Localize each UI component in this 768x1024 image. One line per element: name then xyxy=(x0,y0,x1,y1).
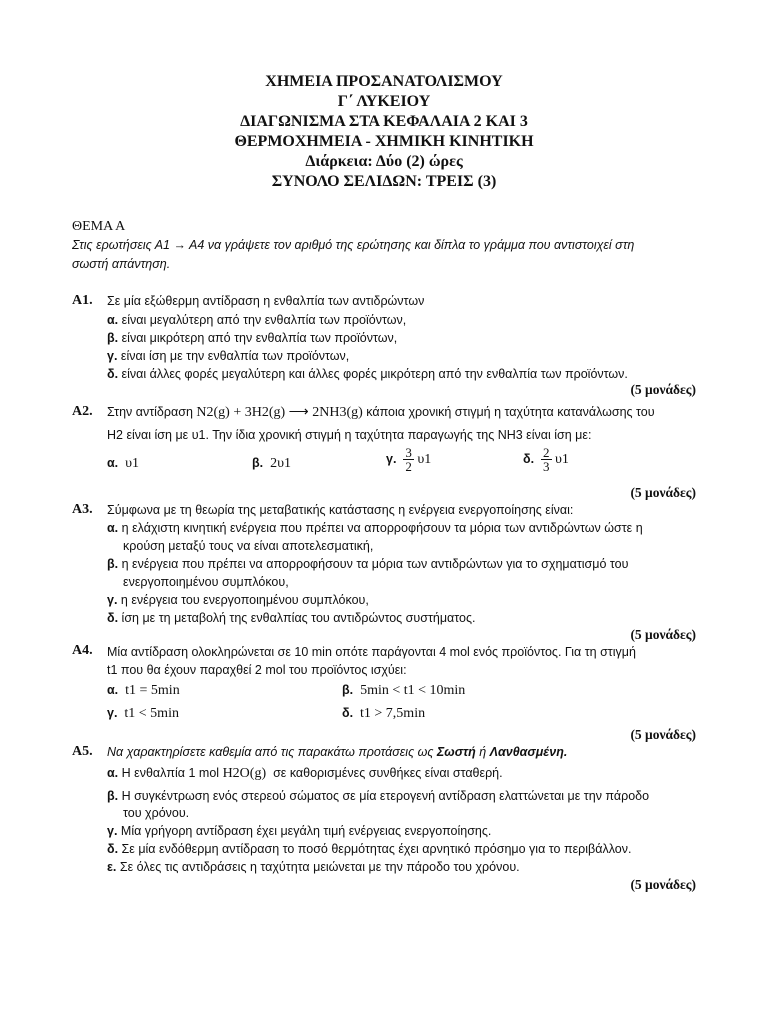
a2-marks: (5 μονάδες) xyxy=(630,485,696,500)
a1-option-d: δ. είναι άλλες φορές μεγαλύτερη και άλλες φορές μικρότερη από την ενθαλπία των προϊόντων. xyxy=(107,367,628,381)
a4-option-a: α. t1 = 5min xyxy=(107,683,180,698)
question-a3-stem: Σύμφωνα με τη θεωρία της μεταβατικής κατάστασης η ενέργεια ενεργοποίησης είναι: xyxy=(107,503,574,517)
a4-marks: (5 μονάδες) xyxy=(630,727,696,742)
header-topics: ΘΕΡΜΟΧΗΜΕΙΑ - ΧΗΜΙΚΗ ΚΙΝΗΤΙΚΗ xyxy=(234,133,534,150)
a3-marks: (5 μονάδες) xyxy=(630,627,696,642)
instructions-line-2: σωστή απάντηση. xyxy=(72,257,171,271)
a4-option-b: β. 5min < t1 < 10min xyxy=(342,683,466,698)
question-a2-number: Α2. xyxy=(72,404,93,419)
exam-header xyxy=(0,72,768,192)
section-title: ΘΕΜΑ Α xyxy=(72,219,126,234)
a5-statement-e: ε. Σε όλες τις αντιδράσεις η ταχύτητα μειώνεται με την πάροδο του χρόνου. xyxy=(107,860,520,874)
question-a5-stem: Να χαρακτηρίσετε καθεμία από τις παρακάτω προτάσεις ως Σωστή ή Λανθασμένη. xyxy=(107,745,568,759)
a2-equation: N2(g) + 3H2(g) ⟶ 2NH3(g) xyxy=(196,405,363,420)
a3-option-d: δ. ίση με τη μεταβολή της ενθαλπίας του αντιδρώντος συστήματος. xyxy=(107,611,476,625)
question-a3-number: Α3. xyxy=(72,502,93,517)
instructions-line-1: Στις ερωτήσεις Α1 → Α4 να γράψετε τον αριθμό της ερώτησης και δίπλα το γράμμα που αντιστοιχεί στη xyxy=(72,238,635,252)
question-a5-number: Α5. xyxy=(72,744,93,759)
question-a4-line-1: Μία αντίδραση ολοκληρώνεται σε 10 min οπότε παράγονται 4 mol ενός προϊόντος. Για τη στιγμή xyxy=(107,645,636,659)
header-grade: Γ΄ ΛΥΚΕΙΟΥ xyxy=(337,93,431,110)
a4-option-d: δ. t1 > 7,5min xyxy=(342,706,426,721)
header-duration: Διάρκεια: Δύο (2) ώρες xyxy=(305,153,463,170)
question-a1-stem: Σε μία εξώθερμη αντίδραση η ενθαλπία των αντιδρώντων xyxy=(107,294,425,308)
a2-option-b: β. 2υ1 xyxy=(252,456,291,471)
a5-statement-a: α. Η ενθαλπία 1 mol H2O(g) σε καθορισμένες συνθήκες είναι σταθερή. xyxy=(107,766,503,781)
question-a2-line-2: H2 είναι ίση με υ1. Την ίδια χρονική στιγμή η ταχύτητα παραγωγής της NH3 είναι ίση με: xyxy=(107,428,592,442)
a3-option-b: β. η ενέργεια που πρέπει να απορροφήσουν τα μόρια των αντιδρώντων για το σχηματισμό του xyxy=(107,557,629,571)
a1-option-b: β. είναι μικρότερη από την ενθαλπία των προϊόντων, xyxy=(107,331,398,345)
a5-statement-c: γ. Μία γρήγορη αντίδραση έχει μεγάλη τιμή ενέργειας ενεργοποίησης. xyxy=(107,824,492,838)
a5-marks: (5 μονάδες) xyxy=(630,877,696,892)
a5-statement-b: β. Η συγκέντρωση ενός στερεού σώματος σε μία ετερογενή αντίδραση ελαττώνεται με την πάροδο xyxy=(107,789,650,803)
a1-option-a: α. είναι μεγαλύτερη από την ενθαλπία των προϊόντων, xyxy=(107,313,407,327)
a1-option-c: γ. είναι ίση με την ενθαλπία των προϊόντων, xyxy=(107,349,350,363)
a2-option-c: γ. $\frac{3}{2}$ υ1 xyxy=(386,445,432,474)
a2-option-d: δ. $\frac{2}{3}$ υ1 xyxy=(523,445,569,474)
header-subject: ΧΗΜΕΙΑ ΠΡΟΣΑΝΑΤΟΛΙΣΜΟΥ xyxy=(265,73,503,90)
question-a1-number: Α1. xyxy=(72,293,93,308)
a3-option-b-cont: ενεργοποιημένου συμπλόκου, xyxy=(123,575,289,589)
a3-option-a: α. η ελάχιστη κινητική ενέργεια που πρέπει να απορροφήσουν τα μόρια των αντιδρώντων ώστε η xyxy=(107,521,643,535)
header-exam-title: ΔΙΑΓΩΝΙΣΜΑ ΣΤΑ ΚΕΦΑΛΑΙΑ 2 ΚΑΙ 3 xyxy=(240,113,528,130)
a2-option-a: α. υ1 xyxy=(107,456,140,471)
a5-statement-d: δ. Σε μία ενδόθερμη αντίδραση το ποσό θερμότητας έχει αρνητικό πρόσημο για το περιβάλλον. xyxy=(107,842,632,856)
question-a4-number: Α4. xyxy=(72,643,93,658)
a5-statement-b-cont: του χρόνου. xyxy=(123,806,190,820)
a1-marks: (5 μονάδες) xyxy=(630,382,696,397)
a3-option-c: γ. η ενέργεια του ενεργοποιημένου συμπλόκου, xyxy=(107,593,369,607)
a4-option-c: γ. t1 < 5min xyxy=(107,706,179,721)
question-a4-line-2: t1 που θα έχουν παραχθεί 2 mol του προϊόντος ισχύει: xyxy=(107,663,407,677)
header-page-count: ΣΥΝΟΛΟ ΣΕΛΙΔΩΝ: ΤΡΕΙΣ (3) xyxy=(271,173,497,190)
a3-option-a-cont: κρούση μεταξύ τους να είναι αποτελεσματική, xyxy=(123,539,374,553)
question-a2-line-1: Στην αντίδραση N2(g) + 3H2(g) ⟶ 2NH3(g) κάποια χρονική στιγμή η ταχύτητα κατανάλωσης του xyxy=(107,405,655,420)
